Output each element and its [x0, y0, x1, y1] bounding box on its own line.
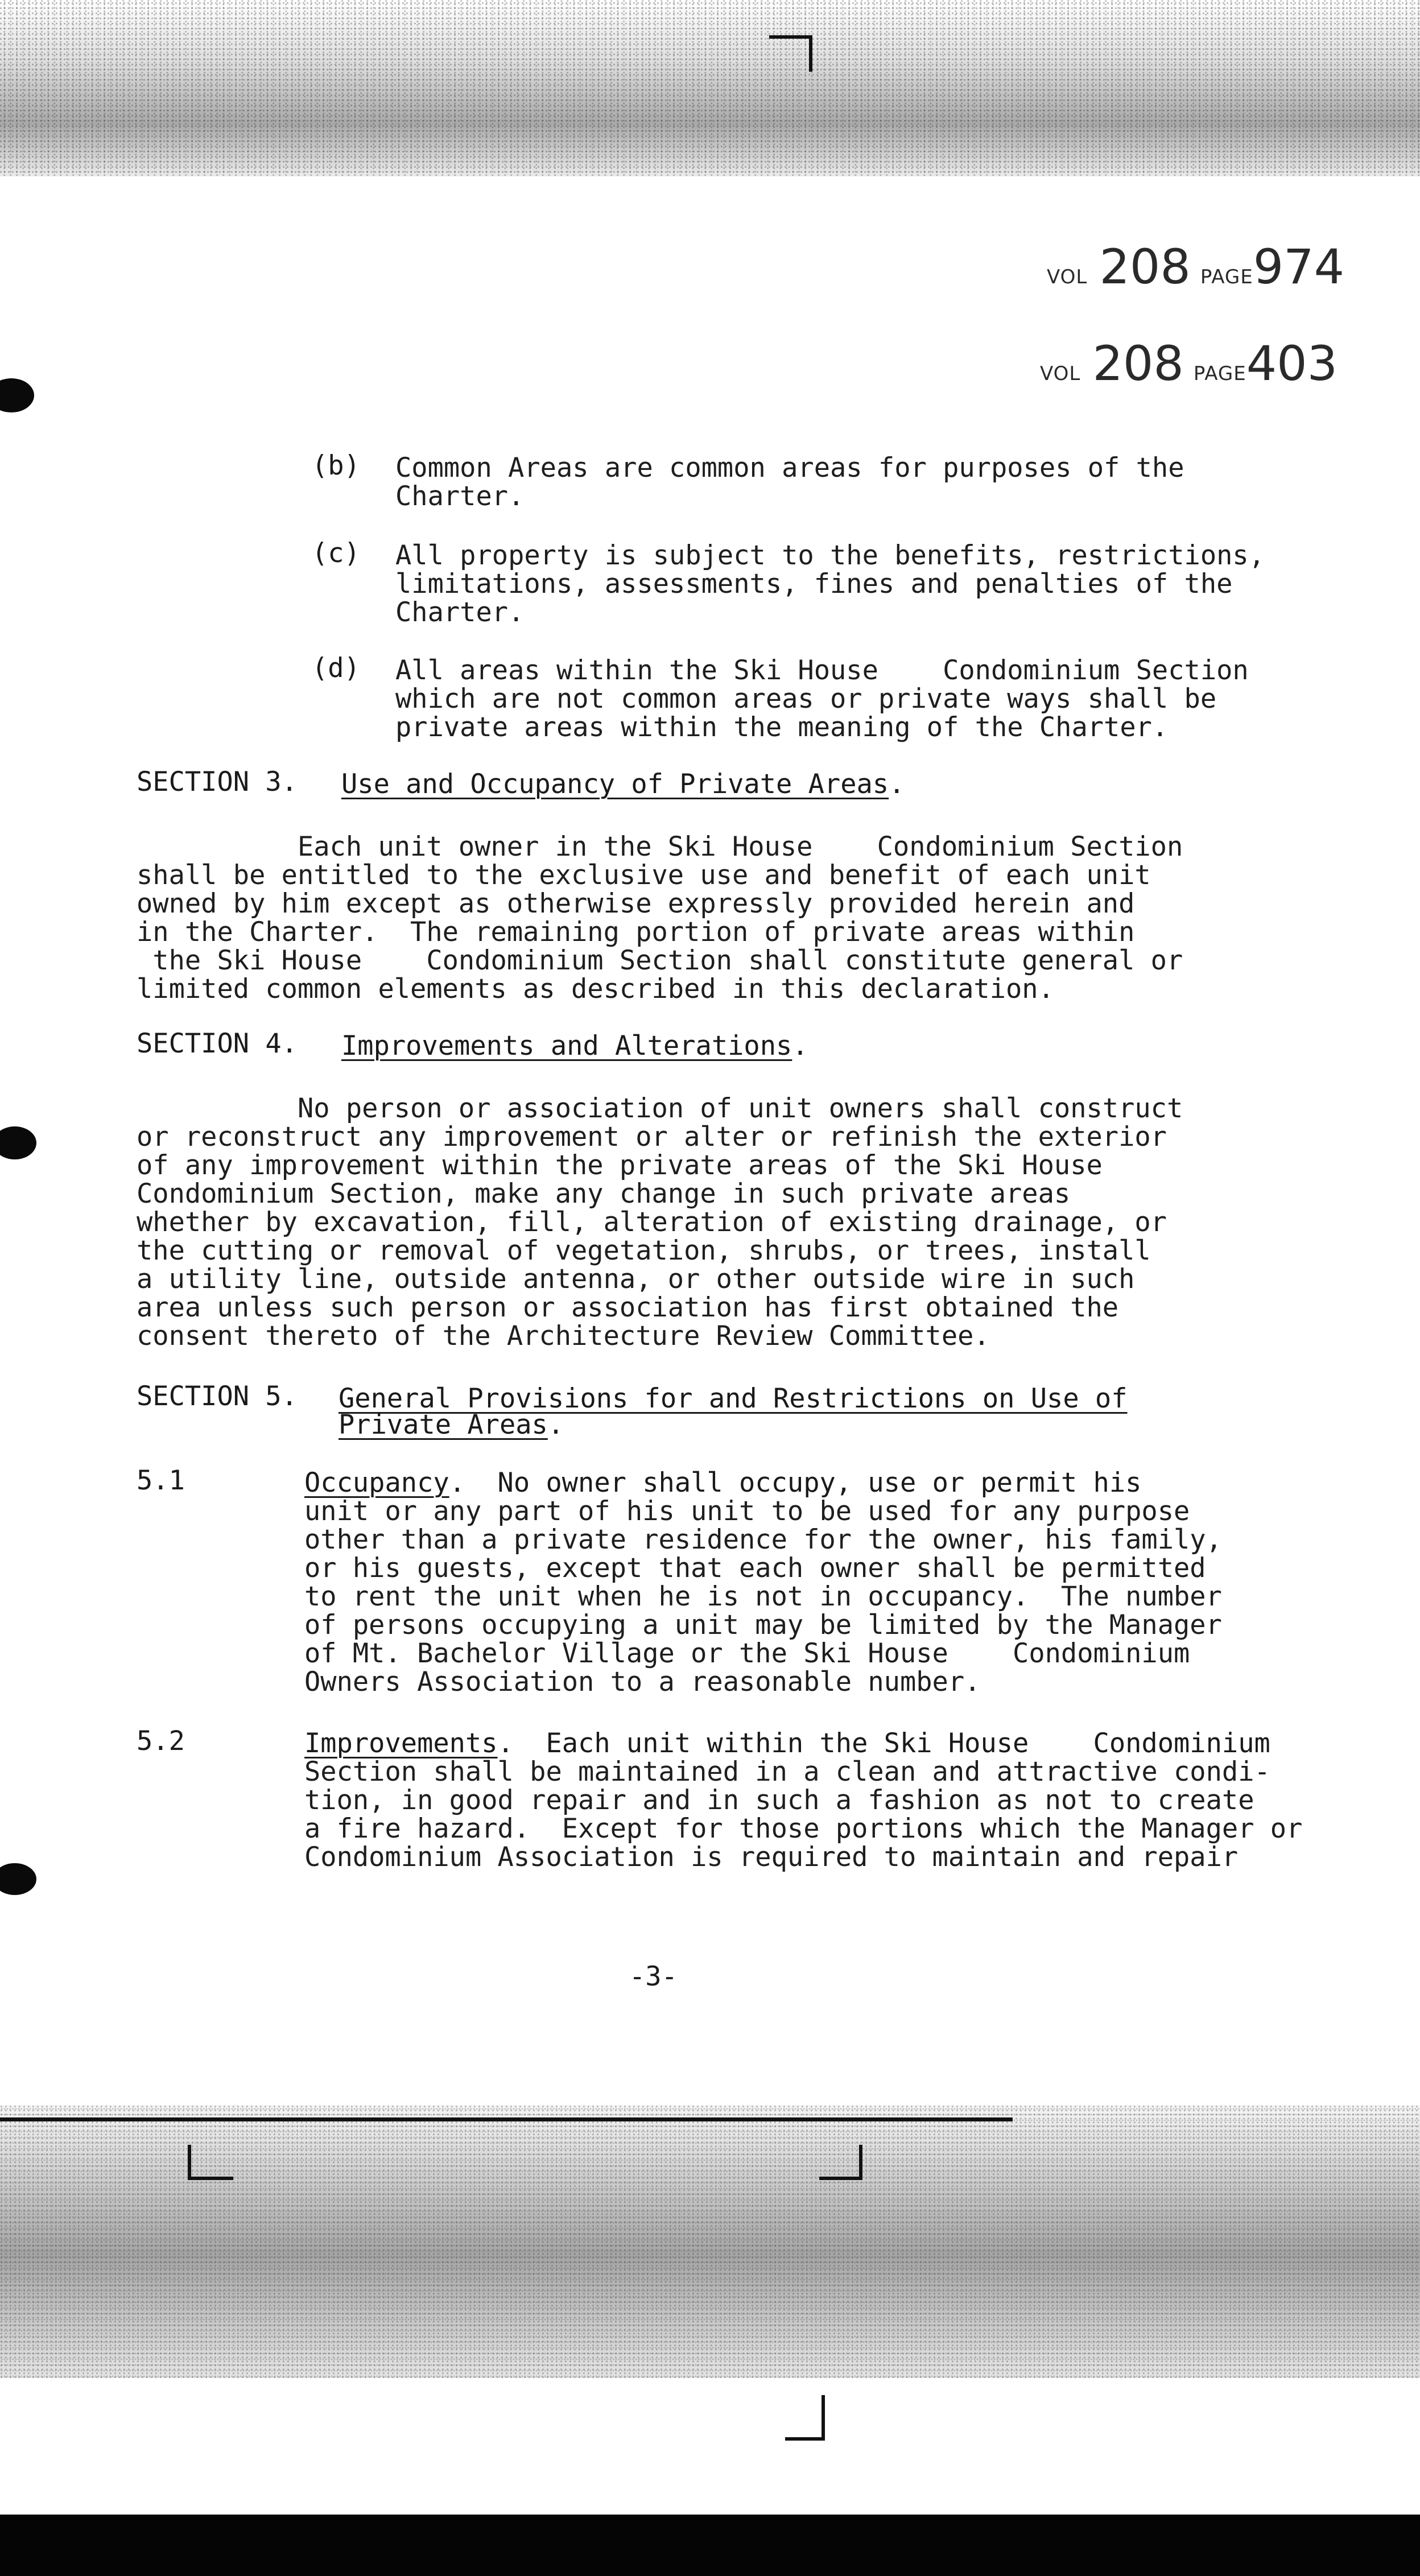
- page-label: PAGE: [1200, 266, 1253, 288]
- item-c-text: All property is subject to the benefits, restrictions, limitations, assessments, fines and penalties of the Charter.: [395, 540, 1265, 628]
- section-5-title-line1: General Provisions for and Restrictions on Use of: [339, 1383, 1128, 1414]
- crop-mark-bottom-center: [819, 2145, 862, 2180]
- section-5-title-line2: Private Areas.: [339, 1409, 564, 1440]
- item-b-label: (b): [312, 450, 360, 481]
- crop-mark-bottom: [785, 2395, 825, 2441]
- subsection-5-1-first-line: Occupancy. No owner shall occupy, use or permit his: [304, 1467, 1142, 1498]
- item-c-label: (c): [312, 538, 360, 569]
- section-4-label: SECTION 4.: [137, 1028, 298, 1059]
- item-d-text: All areas within the Ski House Condominium Section which are not common areas or private ways shall be private areas within the meaning of the Charter.: [395, 655, 1249, 743]
- vol-label: VOL: [1047, 266, 1088, 288]
- item-d-label: (d): [312, 653, 360, 684]
- subsection-5-2-heading: Improvements: [304, 1728, 498, 1759]
- item-b-text: Common Areas are common areas for purposes of the Charter.: [395, 452, 1184, 512]
- page-number: -3-: [629, 1961, 678, 1992]
- section-3-body: Each unit owner in the Ski House Condominium Section shall be entitled to the exclusive use and benefit of each unit owned by him except as otherwise expressly provided herein and in the Charter. The remaining portion of private areas within the Ski House Condominium Section shall constitute general or limited common elements as described in this declaration.: [137, 831, 1183, 1005]
- subsection-5-2-body: Section shall be maintained in a clean and attractive condi- tion, in good repair and in such a fashion as not to create a fire hazard. Except for those portions which the Manager or Condominium Association is required to maintain and repair: [304, 1756, 1303, 1873]
- crop-mark-bottom-left: [188, 2145, 233, 2180]
- subsection-5-1-number: 5.1: [137, 1465, 185, 1496]
- section-4-title-text: Improvements and Alterations: [341, 1030, 792, 1062]
- subsection-5-2-number: 5.2: [137, 1725, 185, 1757]
- punch-hole-3: [0, 1863, 36, 1895]
- subsection-5-1-heading: Occupancy: [304, 1467, 449, 1498]
- page-number-stamp: 403: [1246, 336, 1338, 391]
- section-3-title: Use and Occupancy of Private Areas.: [341, 769, 905, 800]
- subsection-5-1-body: unit or any part of his unit to be used for any purpose other than a private residence for the owner, his family, or his guests, except that each owner shall be permitted to rent the unit when he is not in occupancy. The number of persons occupying a unit may be limited by the Manager of Mt. Bachelor Village or the Ski House Condominium Owners Association to a reasonable number.: [304, 1496, 1222, 1698]
- section-4-body: No person or association of unit owners shall construct or reconstruct any improvement or alter or refinish the exterior of any improvement within the private areas of the Ski House Condominium Section, make any change in such private areas whether by excavation, fill, alteration of existing drainage, or the cutting or removal of vegetation, shrubs, or trees, install a utility line, outside antenna, or other outside wire in such area unless such person or association has first obtained the consent thereto of the Architecture Review Committee.: [137, 1093, 1183, 1352]
- recording-stamp-1: [1047, 239, 1344, 295]
- page-label: PAGE: [1193, 362, 1246, 385]
- section-3-label: SECTION 3.: [137, 766, 298, 798]
- section-5-label: SECTION 5.: [137, 1381, 298, 1412]
- punch-hole-2: [0, 1126, 36, 1159]
- scan-border-bottom: [0, 2515, 1420, 2576]
- punch-hole-1: [0, 378, 34, 412]
- section-3-title-text: Use and Occupancy of Private Areas: [341, 769, 889, 800]
- vol-number: 208: [1099, 239, 1191, 295]
- crop-mark-top: [769, 35, 812, 72]
- recording-stamp-2: [1040, 336, 1338, 391]
- page-number-stamp: 974: [1253, 239, 1345, 295]
- vol-number: 208: [1092, 336, 1184, 391]
- subsection-5-2-first-line: Improvements. Each unit within the Ski House Condominium: [304, 1728, 1270, 1759]
- section-4-title: Improvements and Alterations.: [341, 1030, 808, 1062]
- scan-noise-top: [0, 0, 1420, 176]
- horizontal-rule: [0, 2117, 1013, 2121]
- vol-label: VOL: [1040, 362, 1081, 385]
